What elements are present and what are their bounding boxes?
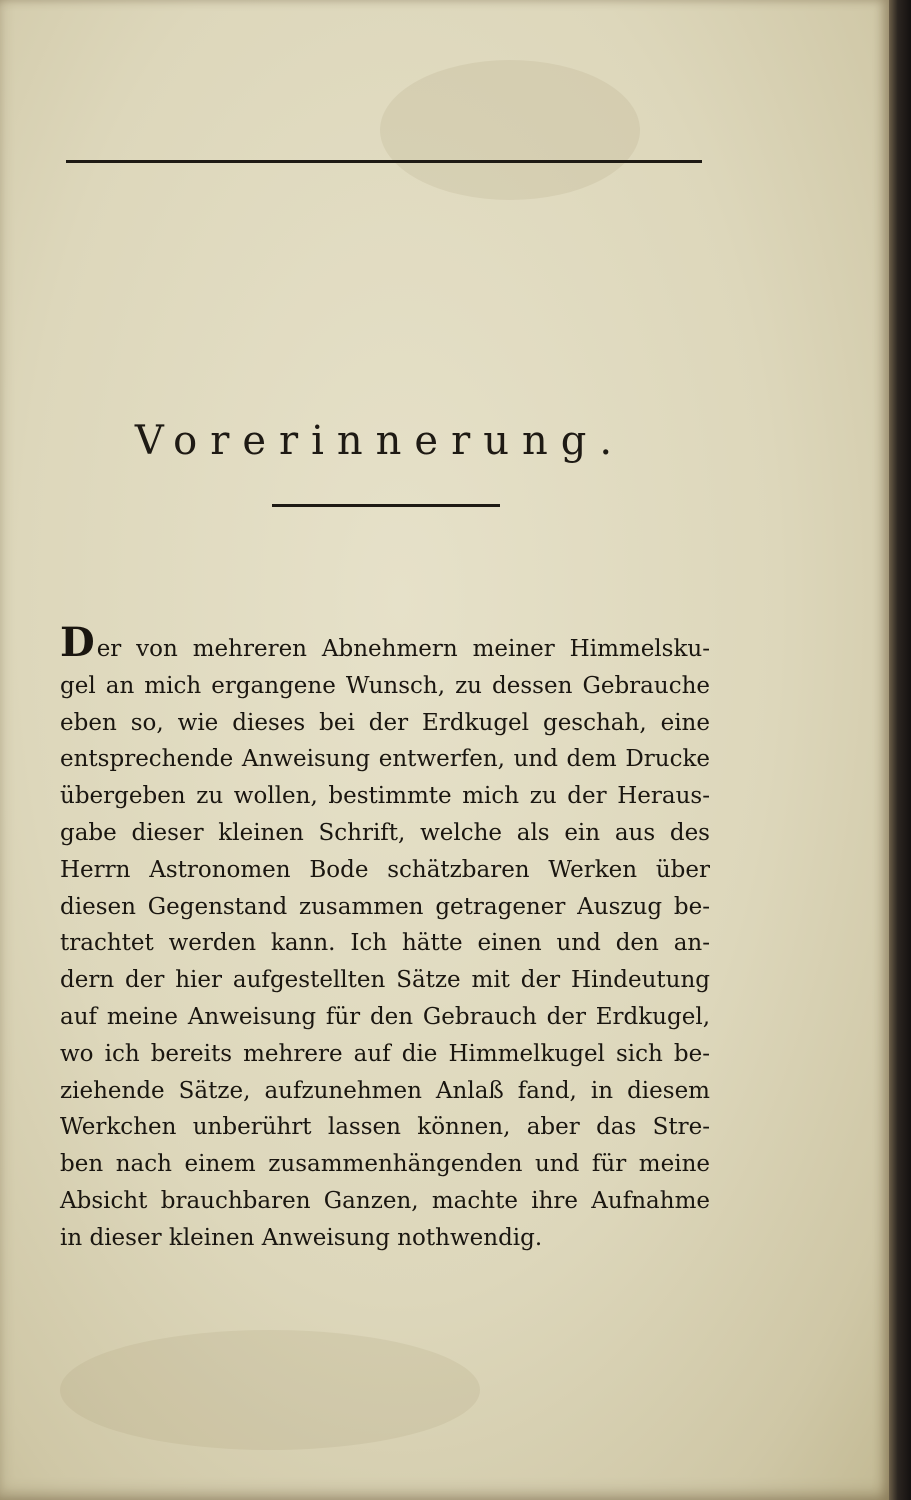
paper-stain <box>380 60 640 200</box>
text-line: ben nach einem zusammenhängenden und für meine <box>60 1151 710 1178</box>
text-line: eben so, wie dieses bei der Erdkugel geschah, eine <box>60 709 710 736</box>
text-line: Herrn Astronomen Bode schätzbaren Werken über <box>60 856 710 883</box>
text-line: gabe dieser kleinen Schrift, welche als ein aus des <box>60 819 710 846</box>
text-line: in dieser kleinen Anweisung nothwendig. <box>60 1224 543 1251</box>
drop-cap: D <box>60 619 95 666</box>
text-line: entsprechende Anweisung entwerfen, und dem Drucke <box>60 746 710 773</box>
text-line: trachtet werden kann. Ich hätte einen und den an- <box>60 930 710 957</box>
paper-stain <box>60 1330 480 1450</box>
text-line: Der von mehreren Abnehmern meiner Himmelsku- <box>60 619 710 666</box>
text-line: wo ich bereits mehrere auf die Himmelkugel sich be- <box>60 1040 710 1067</box>
top-rule <box>66 160 702 163</box>
text-line: Werkchen unberührt lassen können, aber das Stre- <box>60 1114 710 1141</box>
text-line: Absicht brauchbaren Ganzen, machte ihre Aufnahme <box>60 1187 710 1214</box>
text-line: auf meine Anweisung für den Gebrauch der Erdkugel, <box>60 1003 710 1030</box>
text-line: gel an mich ergangene Wunsch, zu dessen Gebrauche <box>60 672 710 699</box>
page-edge <box>889 0 911 1500</box>
page-title: Vorerinnerung. <box>134 418 626 464</box>
text-line: diesen Gegenstand zusammen getragener Auszug be- <box>60 893 710 920</box>
preface-paragraph <box>60 619 710 1257</box>
text-line: ziehende Sätze, aufzunehmen Anlaß fand, in diesem <box>60 1077 710 1104</box>
title-rule <box>272 504 500 507</box>
text-line: dern der hier aufgestellten Sätze mit der Hindeutung <box>60 967 710 994</box>
text-line: übergeben zu wollen, bestimmte mich zu der Heraus- <box>60 783 710 810</box>
